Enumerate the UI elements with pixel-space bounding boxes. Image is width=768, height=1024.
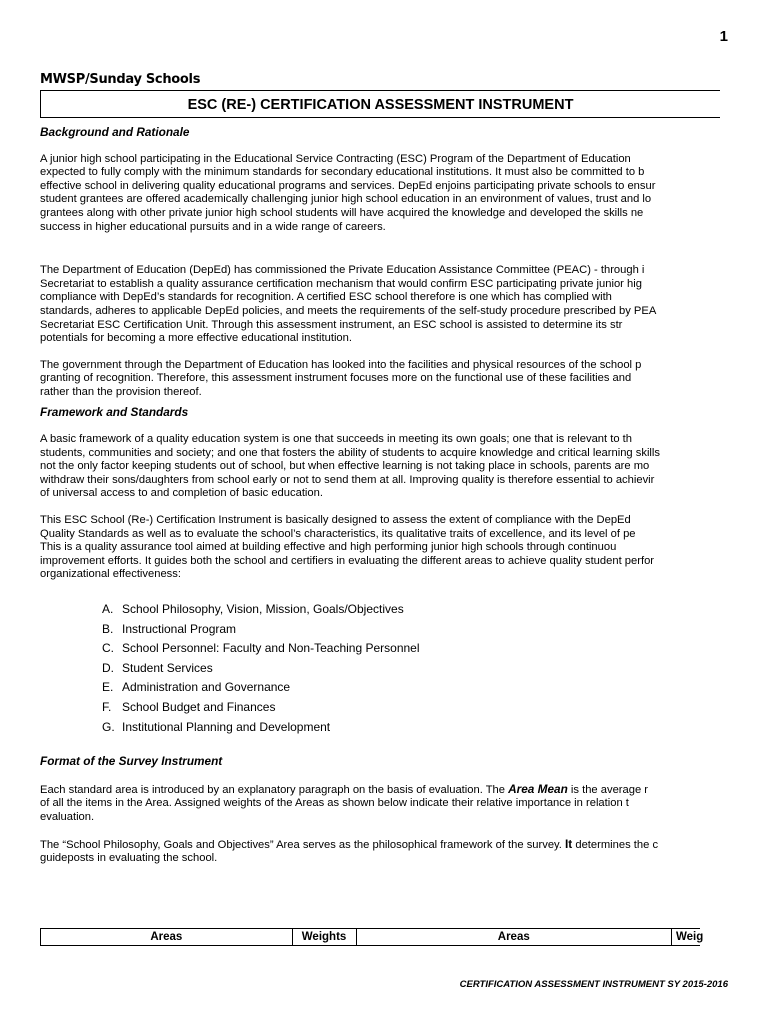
text-fragment: is the average r — [567, 783, 649, 796]
list-item-text: School Personnel: Faculty and Non-Teaching Personnel — [122, 641, 420, 656]
text-line: Secretariat to establish a quality assurance certification mechanism that would confirm ESC participating private junior hig — [40, 277, 642, 290]
framework-heading: Framework and Standards — [40, 404, 189, 419]
list-marker: D. — [102, 660, 114, 675]
list-marker: A. — [102, 602, 114, 617]
text-line: Quality Standards as well as to evaluate the school’s characteristics, its qualitative traits of excellence, and its level of pe — [40, 527, 636, 540]
list-marker: F. — [102, 700, 112, 714]
document-title: ESC (RE-) CERTIFICATION ASSESSMENT INSTRUMENT — [40, 90, 720, 118]
text-line: guideposts in evaluating the school. — [40, 852, 218, 865]
text-line: student grantees are offered academically challenging junior high school education in an environment of values, trust and lo — [40, 193, 652, 206]
text-line: A basic framework of a quality education system is one that succeeds in meeting its own goals; one that is relevant to th — [40, 433, 633, 446]
area-mean-term: Area Mean — [508, 781, 568, 796]
document-body — [40, 126, 700, 866]
text-line: The government through the Department of Education has looked into the facilities and physical resources of the school p — [40, 358, 642, 371]
text-line: not the only factor keeping students out of school, but when effective learning is not taking place in schools, parents are mo — [40, 460, 650, 473]
list-item-text: Administration and Governance — [122, 680, 291, 695]
list-item — [102, 659, 700, 679]
text-line: of all the items in the Area. Assigned weights of the Areas as shown below indicate their relative importance in relation t — [40, 797, 629, 810]
framework-paragraph-1 — [40, 433, 700, 501]
background-paragraph-2 — [40, 264, 700, 346]
text-line: effective school in delivering quality educational programs and services. DepEd enjoins participating private schools to ensur — [40, 179, 656, 192]
framework-paragraph-2 — [40, 514, 700, 582]
list-marker: E. — [102, 680, 114, 695]
list-item-text: School Budget and Finances — [122, 700, 276, 714]
page-footer: CERTIFICATION ASSESSMENT INSTRUMENT SY 2015-2016 — [459, 979, 728, 990]
areas-list — [40, 600, 700, 737]
text-line: organizational effectiveness: — [40, 568, 181, 581]
text-line: rather than the provision thereof. — [40, 385, 202, 398]
format-heading: Format of the Survey Instrument — [40, 754, 223, 769]
text-line: students, communities and society; and one that fosters the ability of students to acquire knowledge and critical learning skills — [40, 446, 660, 459]
text-line: success in higher educational pursuits and in a wide range of careers. — [40, 220, 386, 233]
list-item-text: Instructional Program — [122, 621, 237, 636]
list-item-text: Student Services — [122, 660, 213, 675]
areas-weights-table-header — [40, 928, 704, 946]
format-paragraph-1 — [40, 783, 700, 825]
text-fragment: Each standard area is introduced by an explanatory paragraph on the basis of evaluation. The — [40, 783, 509, 796]
text-line: compliance with DepEd’s standards for recognition. A certified ESC school therefore is one which has complied with — [40, 291, 612, 304]
text-fragment: determines the c — [572, 838, 659, 851]
list-item — [102, 718, 700, 738]
column-header-areas-2: Areas — [357, 929, 673, 945]
text-line: expected to fully comply with the minimum standards for secondary educational institutions. It must also be committed to b — [40, 166, 645, 179]
column-header-weights-2: Weig — [676, 931, 704, 943]
page-number: 1 — [719, 28, 728, 45]
list-item — [102, 678, 700, 698]
column-header-areas: Areas — [41, 929, 293, 945]
text-line: evaluation. — [40, 810, 95, 823]
format-paragraph-2 — [40, 838, 700, 866]
text-line: The Department of Education (DepEd) has commissioned the Private Education Assistance Committee (PEAC) - through i — [40, 264, 645, 277]
background-paragraph-1 — [40, 153, 700, 235]
text-fragment: The “School Philosophy, Goals and Objectives” Area serves as the philosophical framework of the survey. — [40, 838, 566, 851]
text-line: grantees along with other private junior high school students will have acquired the knowledge and developed the skills ne — [40, 206, 644, 219]
list-marker: C. — [102, 641, 114, 656]
list-item — [102, 600, 700, 620]
text-line: A junior high school participating in the Educational Service Contracting (ESC) Program of the Department of Education — [40, 152, 631, 165]
emphasis-term: It — [565, 836, 573, 851]
text-line: granting of recognition. Therefore, this assessment instrument focuses more on the functional use of these facilities and — [40, 372, 632, 385]
background-heading: Background and Rationale — [40, 125, 190, 139]
list-marker: B. — [102, 621, 114, 636]
list-item — [102, 620, 700, 640]
text-line: potentials for becoming a more effective educational institution. — [40, 332, 352, 345]
list-item-text: Institutional Planning and Development — [122, 719, 331, 734]
background-paragraph-3 — [40, 359, 700, 400]
text-line: of universal access to and completion of basic education. — [40, 487, 323, 500]
column-header-weights: Weights — [293, 929, 357, 945]
text-line — [40, 783, 700, 798]
text-line: Secretariat ESC Certification Unit. Through this assessment instrument, an ESC school is assisted to determine its str — [40, 318, 623, 331]
text-line: This ESC School (Re-) Certification Instrument is basically designed to assess the extent of compliance with the DepEd — [40, 514, 631, 527]
header-label: MWSP/Sunday Schools — [40, 72, 201, 87]
list-item — [102, 698, 700, 718]
list-marker: G. — [102, 719, 115, 734]
text-line: standards, adheres to applicable DepEd policies, and meets the requirements of the self-study procedure prescribed by PEA — [40, 304, 657, 317]
text-line: This is a quality assurance tool aimed at building effective and high performing junior high schools through continuou — [40, 541, 617, 554]
text-line: withdraw their sons/daughters from school early or not to send them at all. Improving quality is therefore essential to achievir — [40, 473, 655, 486]
list-item — [102, 639, 700, 659]
text-line — [40, 838, 700, 853]
list-item-text: School Philosophy, Vision, Mission, Goals/Objectives — [122, 602, 404, 617]
text-line: improvement efforts. It guides both the school and certifiers in evaluating the different areas to achieve quality student perfor — [40, 554, 655, 567]
